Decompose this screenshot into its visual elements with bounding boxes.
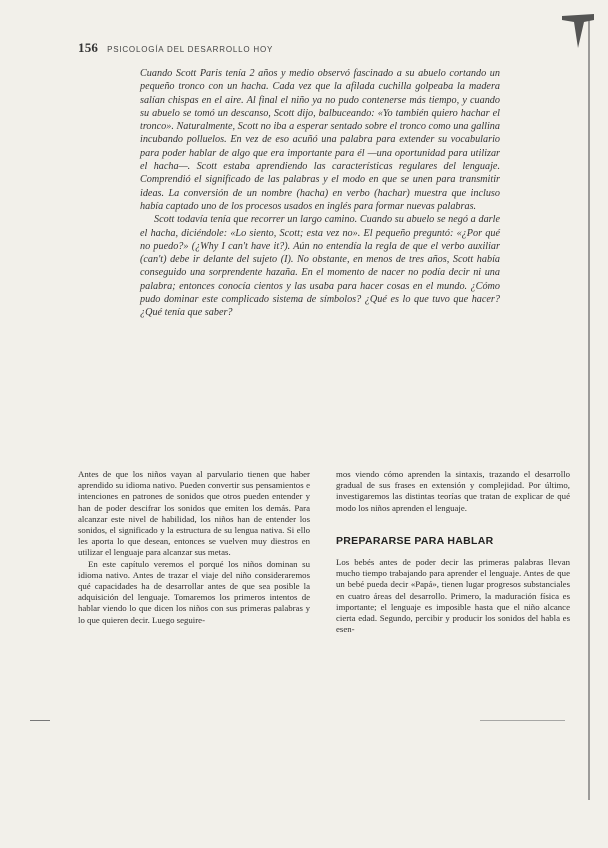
corner-tab-icon (560, 10, 596, 50)
section-paragraph: Los bebés antes de poder decir las primeras palabras llevan mucho tiempo trabajando para aprender el lenguaje. Antes de que un bebé pueda decir «Papá», tienen lugar progresos substanciales en cuatro áreas del desarrollo. Primero, la maduración física es importante; el lenguaje es imposible hasta que el niño alcance cierta edad. Segundo, percibir y producir los sonidos del habla es esen- (336, 557, 570, 635)
left-column (78, 469, 310, 626)
page-edge-line (588, 20, 590, 800)
left-paragraph-2: En este capítulo veremos el porqué los niños dominan su idioma nativo. Antes de trazar el viaje del niño consideraremos qué capacidades ha de desarrollar antes de que sea posible la adquisición del lenguaje. Tomaremos los primeros intentos de hablar viendo lo que dicen los niños con sus primeras palabras y lo que quieren decir. Luego seguire- (78, 558, 310, 625)
right-column (336, 469, 570, 635)
page-number: 156 (78, 40, 99, 55)
intro-paragraph-1: Cuando Scott Paris tenía 2 años y medio observó fascinado a su abuelo cortando un pequeño tronco con un hacha. Cada vez que la afilada cuchilla golpeaba la madera salían chispas en el aire. Al final el niño ya no pudo contenerse más tiempo, y cuando su abuelo se tomó un descanso, Scott dijo, balbuceando: «Yo también quiero hachar el tronco». Naturalmente, Scott no iba a esperar sentado sobre el tronco como una gallina incubando polluelos. En vez de eso acuñó una palabra para extender su vocabulario para poder hablar de algo que era importante para él —una oportunidad para utilizar el hacha—. Scott estaba aprendiendo las características regulares del lenguaje. Comprendió el significado de las palabras y el modo en que se unen para transmitir ideas. La conversión de un nombre (hacha) en verbo (hachar) muestra que incluso había captado uno de los procesos usados en inglés para formar nuevas palabras. (140, 68, 500, 212)
left-paragraph-1: Antes de que los niños vayan al parvulario tienen que haber aprendido su idioma nativo. Pueden convertir sus pensamientos e intenciones en patrones de sonidos que otros pueden entender y han de poder descifrar los sonidos que emiten los demás. Para alcanzar este nivel de habilidad, los niños han de entender los sonidos, el significado y la estructura de su lengua nativa. Si ello les aporta lo que desean, entonces se vuelven muy diestros en utilizar el lenguaje para alcanzar sus metas. (78, 469, 310, 558)
bottom-rule (480, 720, 565, 721)
intro-paragraph-2: Scott todavía tenía que recorrer un largo camino. Cuando su abuelo se negó a darle el hacha, diciéndole: «Lo siento, Scott; esta vez no». El pequeño preguntó: «¿Por qué no puedo?» (¿Why I can't have it?). Aún no entendía la regla de que el verbo auxiliar (can't) debe ir delante del sujeto (I). No obstante, en menos de tres años, Scott había conseguido una sorprendente hazaña. En el momento de nacer no podía decir ni una palabra; entonces conocía cientos y las usaba para hacer cosas en el mundo. ¿Cómo pudo dominar este complicado sistema de símbolos? ¿Qué es lo que tuvo que hacer? ¿Qué tenía que saber? (140, 214, 500, 319)
right-paragraph-continuation: mos viendo cómo aprenden la sintaxis, trazando el desarrollo gradual de sus frases en extensión y complejidad. Por último, investigaremos las distintas teorías que tratan de explicar de qué modo los niños aprenden el lenguaje. (336, 469, 570, 513)
chapter-intro (140, 67, 500, 320)
bottom-mark-left (30, 720, 50, 721)
section-title: PREPARARSE PARA HABLAR (336, 534, 494, 547)
running-head: PSICOLOGÍA DEL DESARROLLO HOY (107, 45, 274, 54)
page-header (78, 40, 273, 56)
